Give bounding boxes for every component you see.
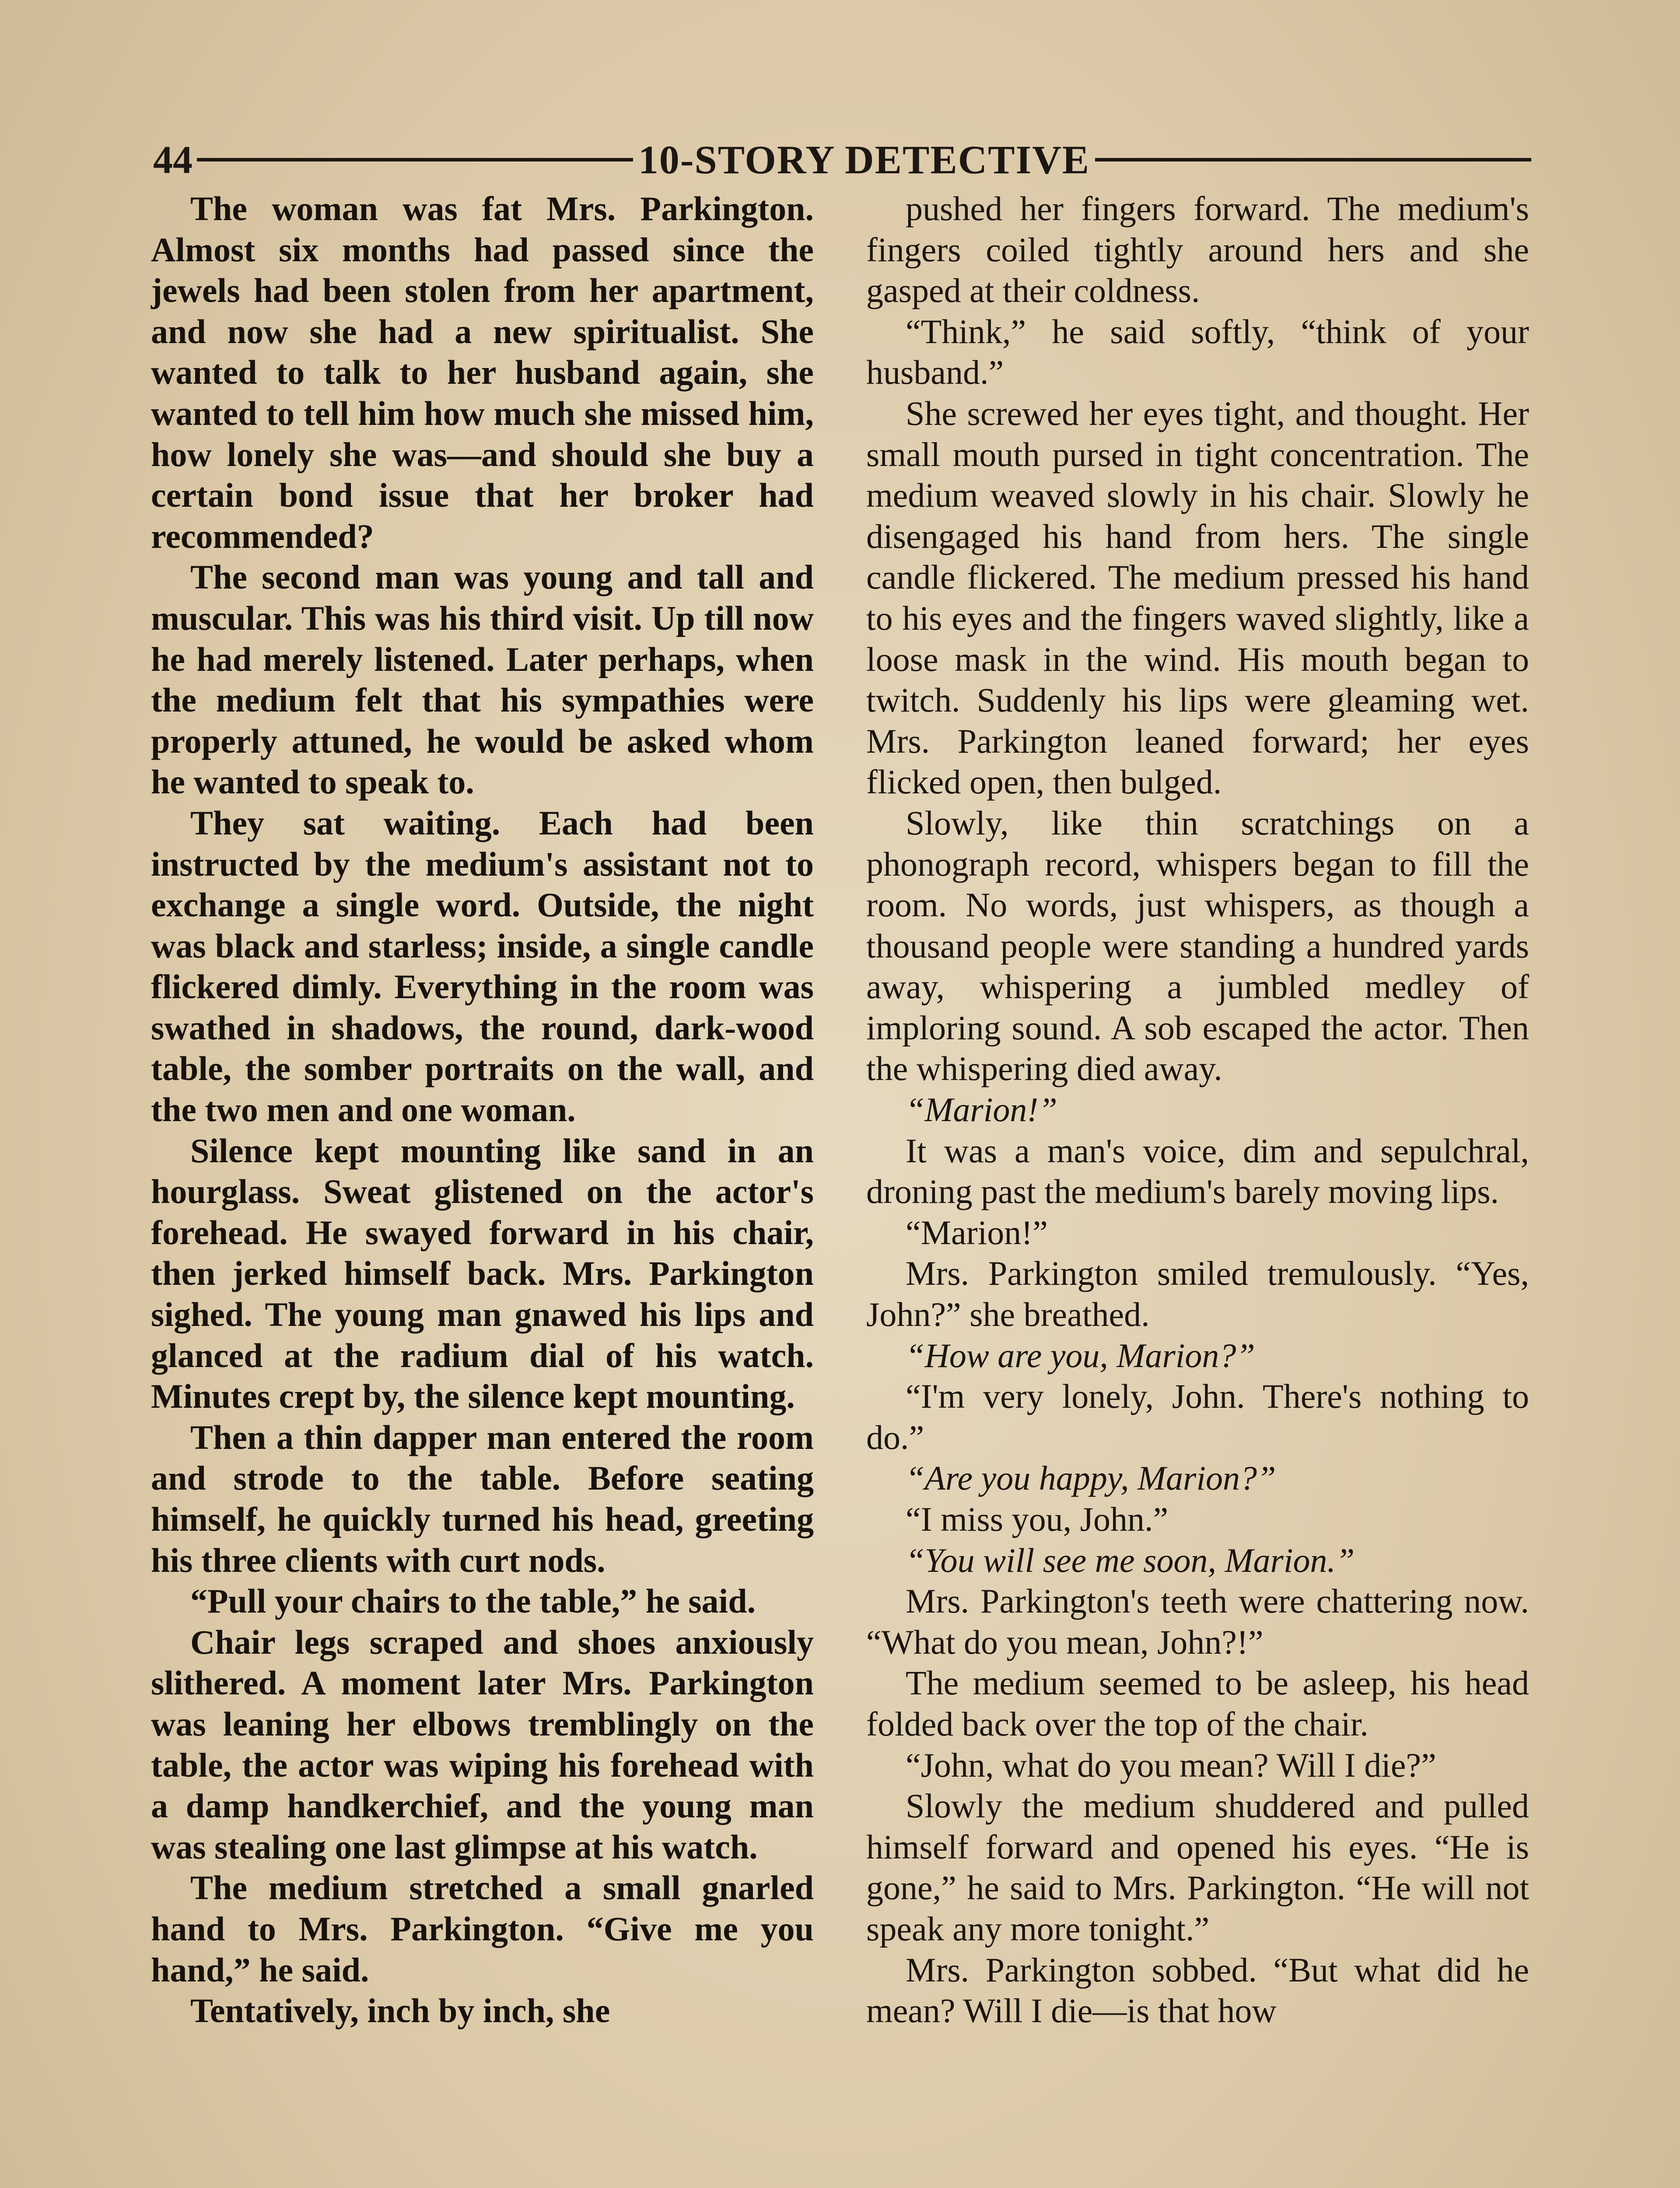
dialogue-line: “You will see me soon, Marion.” xyxy=(906,1541,1355,1579)
paragraph: Then a thin dapper man entered the room and strode to the table. Before seating himself, he quickly turned his head, greeting his three clients with curt nods. xyxy=(151,1418,814,1579)
paragraph: Slowly, like thin scratchings on a phonograph record, whispers began to fill the room. No words, just whispers, as though a thousand people were standing a hundred yards away, whispering a jumbled medley of imploring sound. A sob escaped the actor. Then the whispering died away. xyxy=(866,803,1529,1088)
header-rule-left xyxy=(197,158,633,161)
paragraph: The medium seemed to be asleep, his head folded back over the top of the chair. xyxy=(866,1664,1529,1743)
paragraph: They sat waiting. Each had been instructed by the medium's assistant not to exchange a single word. Outside, the night was black and starless; inside, a single candle flickered dimly. Everything in the room was swathed in shadows, the round, dark-wood table, the somber portraits on the wall, and the two men and one woman. xyxy=(151,803,814,1129)
dialogue-line: “Are you happy, Marion?” xyxy=(906,1459,1276,1497)
paragraph: pushed her fingers forward. The medium's fingers coiled tightly around hers and she gasped at their coldness. xyxy=(866,189,1529,310)
paragraph: “Pull your chairs to the table,” he said. xyxy=(190,1582,756,1620)
paragraph: Chair legs scraped and shoes anxiously slithered. A moment later Mrs. Parkington was leaning her elbows tremblingly on the table, the actor was wiping his forehead with a damp handkerchief, and the young man was stealing one last glimpse at his watch. xyxy=(151,1623,814,1866)
paragraph: Tentatively, inch by inch, she xyxy=(190,1992,610,2030)
dialogue-line: “Marion!” xyxy=(906,1213,1048,1252)
header-rule-right xyxy=(1095,158,1531,161)
left-column xyxy=(151,188,814,2031)
paragraph: Mrs. Parkington's teeth were chattering now. “What do you mean, John?!” xyxy=(866,1582,1529,1661)
dialogue-line: “I miss you, John.” xyxy=(906,1500,1169,1538)
dialogue-line: “How are you, Marion?” xyxy=(906,1336,1255,1375)
right-column xyxy=(866,188,1529,2031)
dialogue-line: “I'm very lonely, John. There's nothing to do.” xyxy=(866,1377,1529,1456)
paragraph: Mrs. Parkington smiled tremulously. “Yes, John?” she breathed. xyxy=(866,1254,1529,1334)
paragraph: It was a man's voice, dim and sepulchral, droning past the medium's barely moving lips. xyxy=(866,1131,1529,1211)
paragraph: The woman was fat Mrs. Parkington. Almost six months had passed since the jewels had been stolen from her apartment, and now she had a new spiritualist. She wanted to talk to her husband again, she wanted to tell him how much she missed him, how lonely she was—and should she buy a certain bond issue that her broker had recommended? xyxy=(151,189,814,555)
paragraph: Slowly the medium shuddered and pulled himself forward and opened his eyes. “He is gone,” he said to Mrs. Parkington. “He will not speak any more tonight.” xyxy=(866,1787,1529,1948)
paragraph: “Think,” he said softly, “think of your husband.” xyxy=(866,312,1529,392)
magazine-title: 10-STORY DETECTIVE xyxy=(638,137,1090,182)
paragraph: She screwed her eyes tight, and thought. Her small mouth pursed in tight concentration. The medium weaved slowly in his chair. Slowly he disengaged his hand from hers. The single candle flickered. The medium pressed his hand to his eyes and the fingers waved slightly, like a loose mask in the wind. His mouth began to twitch. Suddenly his lips were gleaming wet. Mrs. Parkington leaned forward; her eyes flicked open, then bulged. xyxy=(866,394,1529,801)
page-number: 44 xyxy=(153,138,192,182)
paragraph: Mrs. Parkington sobbed. “But what did he mean? Will I die—is that how xyxy=(866,1950,1529,2030)
paragraph: Silence kept mounting like sand in an hourglass. Sweat glistened on the actor's forehead. He swayed forward in his chair, then jerked himself back. Mrs. Parkington sighed. The young man gnawed his lips and glanced at the radium dial of his watch. Minutes crept by, the silence kept mounting. xyxy=(151,1131,814,1416)
paragraph: The medium stretched a small gnarled hand to Mrs. Parkington. “Give me you hand,” he said. xyxy=(151,1869,814,1989)
dialogue-line: “Marion!” xyxy=(906,1090,1057,1129)
page-header xyxy=(153,127,1531,193)
paragraph: The second man was young and tall and muscular. This was his third visit. Up till now he had merely listened. Later perhaps, when the medium felt that his sympathies were properly attuned, he would be asked whom he wanted to speak to. xyxy=(151,558,814,801)
dialogue-line: “John, what do you mean? Will I die?” xyxy=(906,1746,1436,1784)
